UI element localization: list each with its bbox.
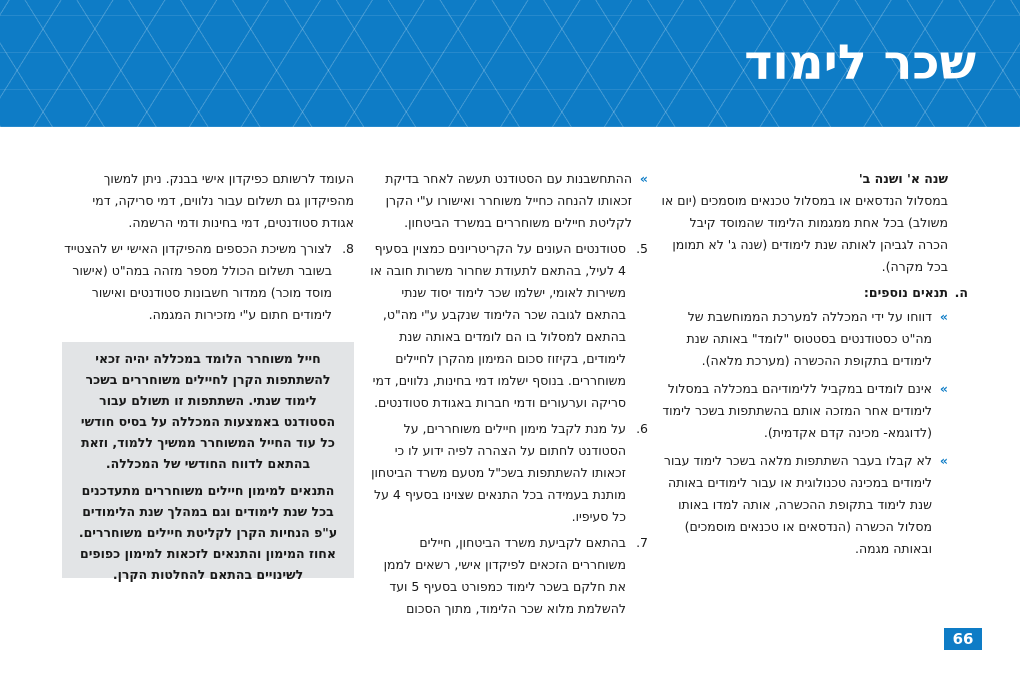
list-item — [658, 450, 948, 560]
section-letter: ה. — [954, 285, 968, 300]
list-item-text: ההתחשבנות עם הסטודנט תעשה לאחר בדיקת זכאותו להנחה כחייל משוחרר ואישורו ע"י הקרן לקליטת חיילים משוחררים במשרד הביטחון. — [385, 171, 632, 230]
list-item — [658, 378, 948, 444]
list-item-text: דווחו על ידי המכללה למערכת הממוחשבת של מה"ט כסטודנטים בסטטוס "לומד" באותה שנת לימודים בתקופת ההכשרה (מערכת מלאה). — [686, 309, 932, 368]
list-item-text: בהתאם לקביעת משרד הביטחון, חיילים משוחררים הזכאים לפיקדון אישי, רשאים לממן את חלקם בשכר לימוד כמפורט בסעיף 5 ועד להשלמת מלוא שכר הלימוד, מתוך הסכום — [383, 535, 626, 616]
list-item — [370, 168, 648, 234]
list-item-text: סטודנטים העונים על הקריטריונים כמצוין בסעיף 4 לעיל, בהתאם לתעודת שחרור משרות חובה או משירות לאומי, ישלמו שכר לימוד יסוד שנתי בהתאם לגובה שכר הלימוד שנקבע ע"י מה"ט, בהתאם למסלול בו הם לומדים באותה שנת לימודים, בקיזוז סכום המימון מהקרן לחיילים משוחררים. בנוסף ישלמו דמי בחינות, נלווים, דמי סריקה וערעורים ודמי חברות באגודת סטודנטים. — [370, 241, 626, 410]
item-number: 7. — [636, 535, 648, 550]
right-column — [658, 168, 968, 566]
list-item — [370, 418, 648, 528]
left-column — [62, 168, 354, 330]
bullet-marker-icon: » — [639, 171, 648, 186]
bullet-marker-icon: » — [939, 381, 948, 396]
conditions-list — [658, 306, 948, 560]
numbered-list — [370, 238, 648, 620]
list-item — [370, 532, 648, 620]
highlight-note-box — [62, 342, 354, 582]
section-heading — [658, 282, 968, 304]
list-item-text: על מנת לקבל מימון חיילים משוחררים, על הסטודנט לחתום על הצהרה לפיה ידוע לו כי זכאותו להשתתפות בשכ"ל מטעם משרד הביטחון מותנת בעמידה בכל התנאים שצוינו בסעיף 4 על כל סעיפיו. — [371, 421, 626, 524]
bullet-marker-icon: » — [939, 453, 948, 468]
continued-paragraph: העומד לרשותם כפיקדון אישי בבנק. ניתן למשוך מהפיקדון גם תשלום עבור נלווים, דמי סריקה, דמי אגודת סטודנטים, דמי בחינות ודמי הרשמה. — [92, 171, 354, 230]
header-banner — [0, 0, 1020, 127]
years-intro-paragraph: במסלול הנדסאים או במסלול טכנאים מוסמכים (יום או משולב) בכל אחת ממגמות הלימוד שהמוסד קיבל הכרה לגביהן לאותה שנת לימודים (שנה ג' לא תמומן בכל מקרה). — [661, 193, 948, 274]
page-number: 66 — [944, 628, 982, 650]
numbered-list — [62, 238, 354, 326]
section-title: תנאים נוספים: — [863, 285, 948, 300]
list-item-text: לא קבלו בעבר השתתפות מלאה בשכר לימוד עבור לימודים במכינה טכנולוגית או עבור לימודים באותה שנת לימוד בתקופת ההכשרה, אותה למדו באותו מסלול הכשרה (הנדסאים או טכנאים מוסמכים) ובאותה מגמה. — [663, 453, 932, 556]
item-number: 6. — [636, 421, 648, 436]
list-item — [658, 306, 948, 372]
item-number: 5. — [636, 241, 648, 256]
item-number: 8. — [342, 241, 354, 256]
bullet-marker-icon: » — [939, 309, 948, 324]
list-item-text: לצורך משיכת הכספים מהפיקדון האישי יש להצטייד בשובר תשלום הכולל מספר מזהה במה"ט (אישור מוסד מוכר) ממדור חשבונות סטודנטים ואישור לימודים חתום ע"י מזכירות המגמה. — [64, 241, 332, 322]
list-item — [370, 238, 648, 414]
list-item — [62, 238, 354, 326]
middle-column — [370, 168, 648, 624]
page-title: שכר לימוד — [744, 35, 976, 91]
years-subheading: שנה א' ושנה ב' — [858, 171, 948, 186]
note-paragraph: התנאים למימון חיילים משוחררים מתעדכנים בכל שנת לימודים וגם במהלך שנת הלימודים ע"פ הנחיות הקרן לקליטת חיילים משוחררים. אחוז המימון והתנאים לזכאות למימון כפופים לשינויים בהתאם להחלטות הקרן. — [78, 483, 338, 582]
note-paragraph: חייל משוחרר הלומד במכללה יהיה זכאי להשתתפות הקרן לחיילים משוחררים בשכר לימוד שנתי. השתתפות זו תשולם עבור הסטודנט באמצעות המכללה על בסיס חודשי כל עוד החייל המשוחרר ממשיך ללמוד, וזאת בהתאם לדווח החודשי של המכללה. — [80, 351, 336, 471]
list-item-text: אינם לומדים במקביל ללימודיהם במכללה במסלול לימודים אחר המזכה אותם בהשתתפות בשכר לימוד (לדוגמא- מכינה קדם אקדמית). — [662, 381, 932, 440]
